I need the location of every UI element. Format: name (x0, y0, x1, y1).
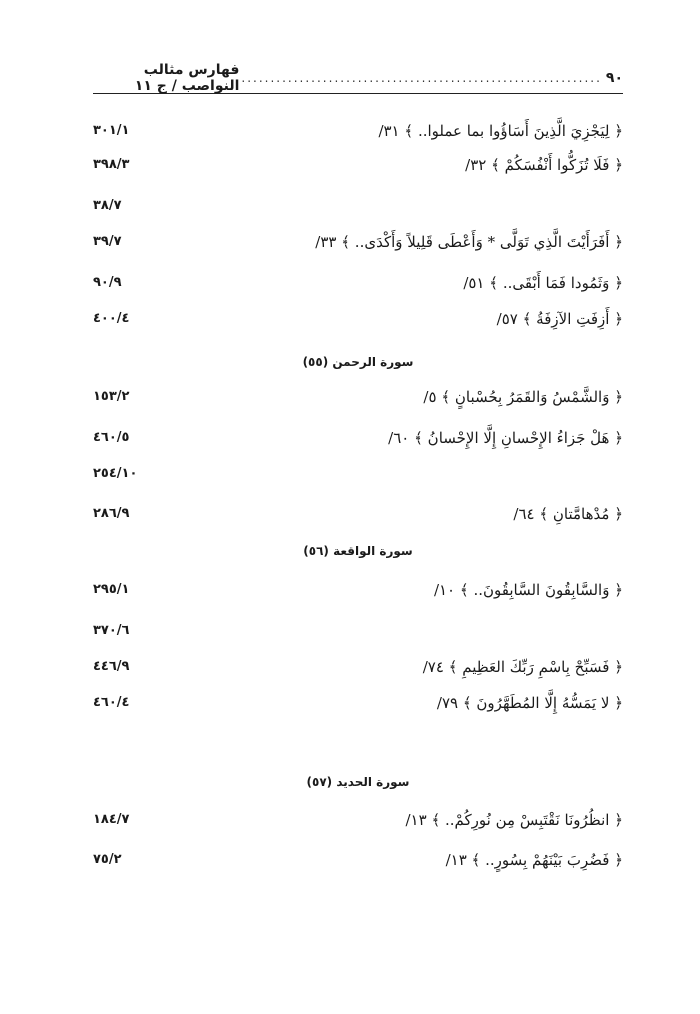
verse-text: ﴿ وَالشَّمْسُ وَالقَمَرُ بِحُسْبانٍ ﴾ ٥/ (423, 388, 623, 406)
volume-page-ref: ١٨٤/٧ (93, 812, 130, 827)
index-row (93, 305, 623, 333)
volume-page-ref: ٣٨/٧ (93, 198, 122, 213)
index-row (93, 151, 623, 179)
verse-text: ﴿ أَفَرَأَيْتَ الَّذِي تَوَلَّى * وَأَعْطَى قَلِيلاً وَأَكْدَى.. ﴾ ٣٣/ (315, 233, 623, 251)
volume-page-ref: ٤٤٦/٩ (93, 659, 130, 674)
volume-page-ref: ١٥٣/٢ (93, 389, 130, 404)
verse-text: ﴿ هَلْ جَزاءُ الإِحْسانِ إِلَّا الإِحْسانُ ﴾ ٦٠/ (388, 429, 623, 447)
index-row (93, 576, 623, 604)
index-row (93, 424, 623, 452)
volume-page-ref: ٤٦٠/٤ (93, 695, 130, 710)
volume-page-ref: ٢٨٦/٩ (93, 506, 130, 521)
index-row (93, 806, 623, 834)
volume-page-ref: ٧٥/٢ (93, 852, 122, 867)
volume-page-ref: ٣٠١/١ (93, 123, 130, 138)
index-row (93, 192, 623, 220)
page-number: ٩٠ (605, 70, 623, 86)
volume-page-ref: ٣٩٨/٣ (93, 157, 130, 172)
index-row (93, 617, 623, 645)
verse-text: ﴿ فَضُرِبَ بَيْنَهُمْ بِسُورٍ.. ﴾ ١٣/ (445, 851, 623, 869)
header-rule (93, 93, 623, 94)
index-row (93, 269, 623, 297)
surah-heading: سورة الحديد (٥٧) (306, 775, 410, 789)
index-row (93, 117, 623, 145)
surah-heading: سورة الرحمن (٥٥) (302, 355, 414, 369)
volume-page-ref: ٢٥٤/١٠ (93, 466, 138, 481)
verse-text: ﴿ أَزِفَتِ الآزِفَةُ ﴾ ٥٧/ (496, 310, 623, 328)
header-leader-dots: .............................................................. (241, 71, 602, 85)
verse-text: ﴿ انظُرُونَا نَقْتَبِسْ مِن نُورِكُمْ.. ﴾ ١٣/ (405, 811, 623, 829)
volume-page-ref: ٣٩/٧ (93, 234, 122, 249)
volume-page-ref: ٢٩٥/١ (93, 582, 130, 597)
volume-page-ref: ٤٦٠/٥ (93, 430, 130, 445)
index-row (93, 228, 623, 256)
index-row (93, 653, 623, 681)
volume-page-ref: ٩٠/٩ (93, 275, 122, 290)
index-row (93, 460, 623, 488)
surah-heading: سورة الواقعة (٥٦) (303, 544, 413, 558)
verse-text: ﴿ فَلَا تُزَكُّوا أَنْفُسَكُمْ ﴾ ٣٢/ (465, 156, 623, 174)
volume-page-ref: ٣٧٠/٦ (93, 623, 130, 638)
index-row (93, 500, 623, 528)
index-row (93, 383, 623, 411)
verse-text: ﴿ لا يَمَسُّهُ إِلَّا المُطَهَّرُونَ ﴾ ٧٩/ (436, 694, 623, 712)
running-header (93, 64, 623, 92)
verse-text: ﴿ وَالسَّابِقُونَ السَّابِقُونَ.. ﴾ ١٠/ (433, 581, 623, 599)
verse-text: ﴿ وَثَمُودا فَمَا أَبْقَى.. ﴾ ٥١/ (463, 274, 623, 292)
verse-text: ﴿ لِيَجْزِيَ الَّذِينَ أَسَاؤُوا بما عملوا.. ﴾ ٣١/ (378, 122, 623, 140)
index-row (93, 846, 623, 874)
verse-text: ﴿ مُدْهامَّتانِ ﴾ ٦٤/ (513, 505, 623, 523)
book-title: فهارس مثالب النواصب / ج ١١ (134, 62, 240, 94)
verse-text: ﴿ فَسَبِّحْ بِاسْمِ رَبِّكَ العَظِيمِ ﴾ ٧٤/ (422, 658, 623, 676)
index-row (93, 689, 623, 717)
volume-page-ref: ٤٠٠/٤ (93, 311, 130, 326)
